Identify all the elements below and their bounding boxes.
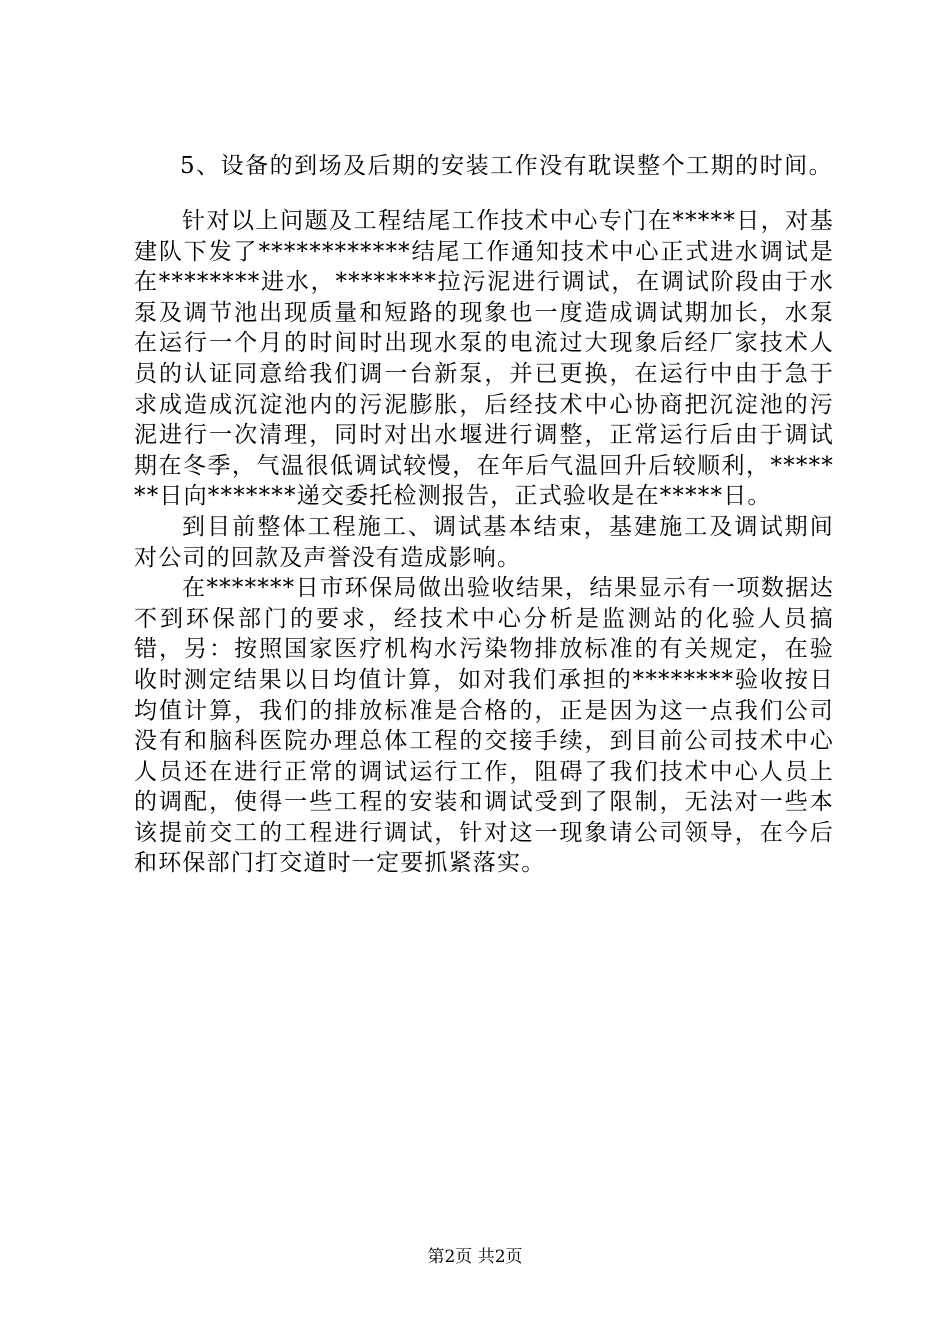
paragraph-acceptance-result: 在*******日市环保局做出验收结果，结果显示有一项数据达不到环保部门的要求，经技术中心分析是监测站的化验人员搞错，另：按照国家医疗机构水污染物排放标准的有关规定，在验收时测定结果以日均值计算，如对我们承担的********验收按日均值计算，我们的排放标准是合格的，正是因为这一点我们公司没有和脑科医院办理总体工程的交接手续，到目前公司技术中心人员还在进行正常的调试运行工作，阻碍了我们技术中心人员上的调配，使得一些工程的安装和调试受到了限制，无法对一些本该提前交工的工程进行调试，针对这一现象请公司领导，在今后和环保部门打交道时一定要抓紧落实。: [134, 575, 834, 877]
list-item-5: 5、设备的到场及后期的安装工作没有耽误整个工期的时间。: [180, 153, 834, 179]
paragraph-issues-summary: 针对以上问题及工程结尾工作技术中心专门在*****日，对基建队下发了************结尾工作通知技术中心正式进水调试是在********进水，********拉污泥进行调试，在调试阶段由于水泵及调节池出现质量和短路的现象也一度造成调试期加长，水泵在运行一个月的时间时出现水泵的电流过大现象后经厂家技术人员的认证同意给我们调一台新泵，并已更换，在运行中由于急于求成造成沉淀池内的污泥膨胀，后经技术中心协商把沉淀池的污泥进行一次清理，同时对出水堰进行调整，正常运行后由于调试期在冬季，气温很低调试较慢，在年后气温回升后较顺利，*******日向*******递交委托检测报告，正式验收是在*****日。: [134, 208, 834, 510]
document-body: [134, 206, 834, 879]
page-footer: [0, 1245, 950, 1269]
page-number-current: 第2页: [427, 1247, 473, 1267]
page-number-total: 共2页: [477, 1247, 523, 1267]
paragraph-construction-status: 到目前整体工程施工、调试基本结束，基建施工及调试期间对公司的回款及声誉没有造成影响。: [134, 513, 834, 571]
